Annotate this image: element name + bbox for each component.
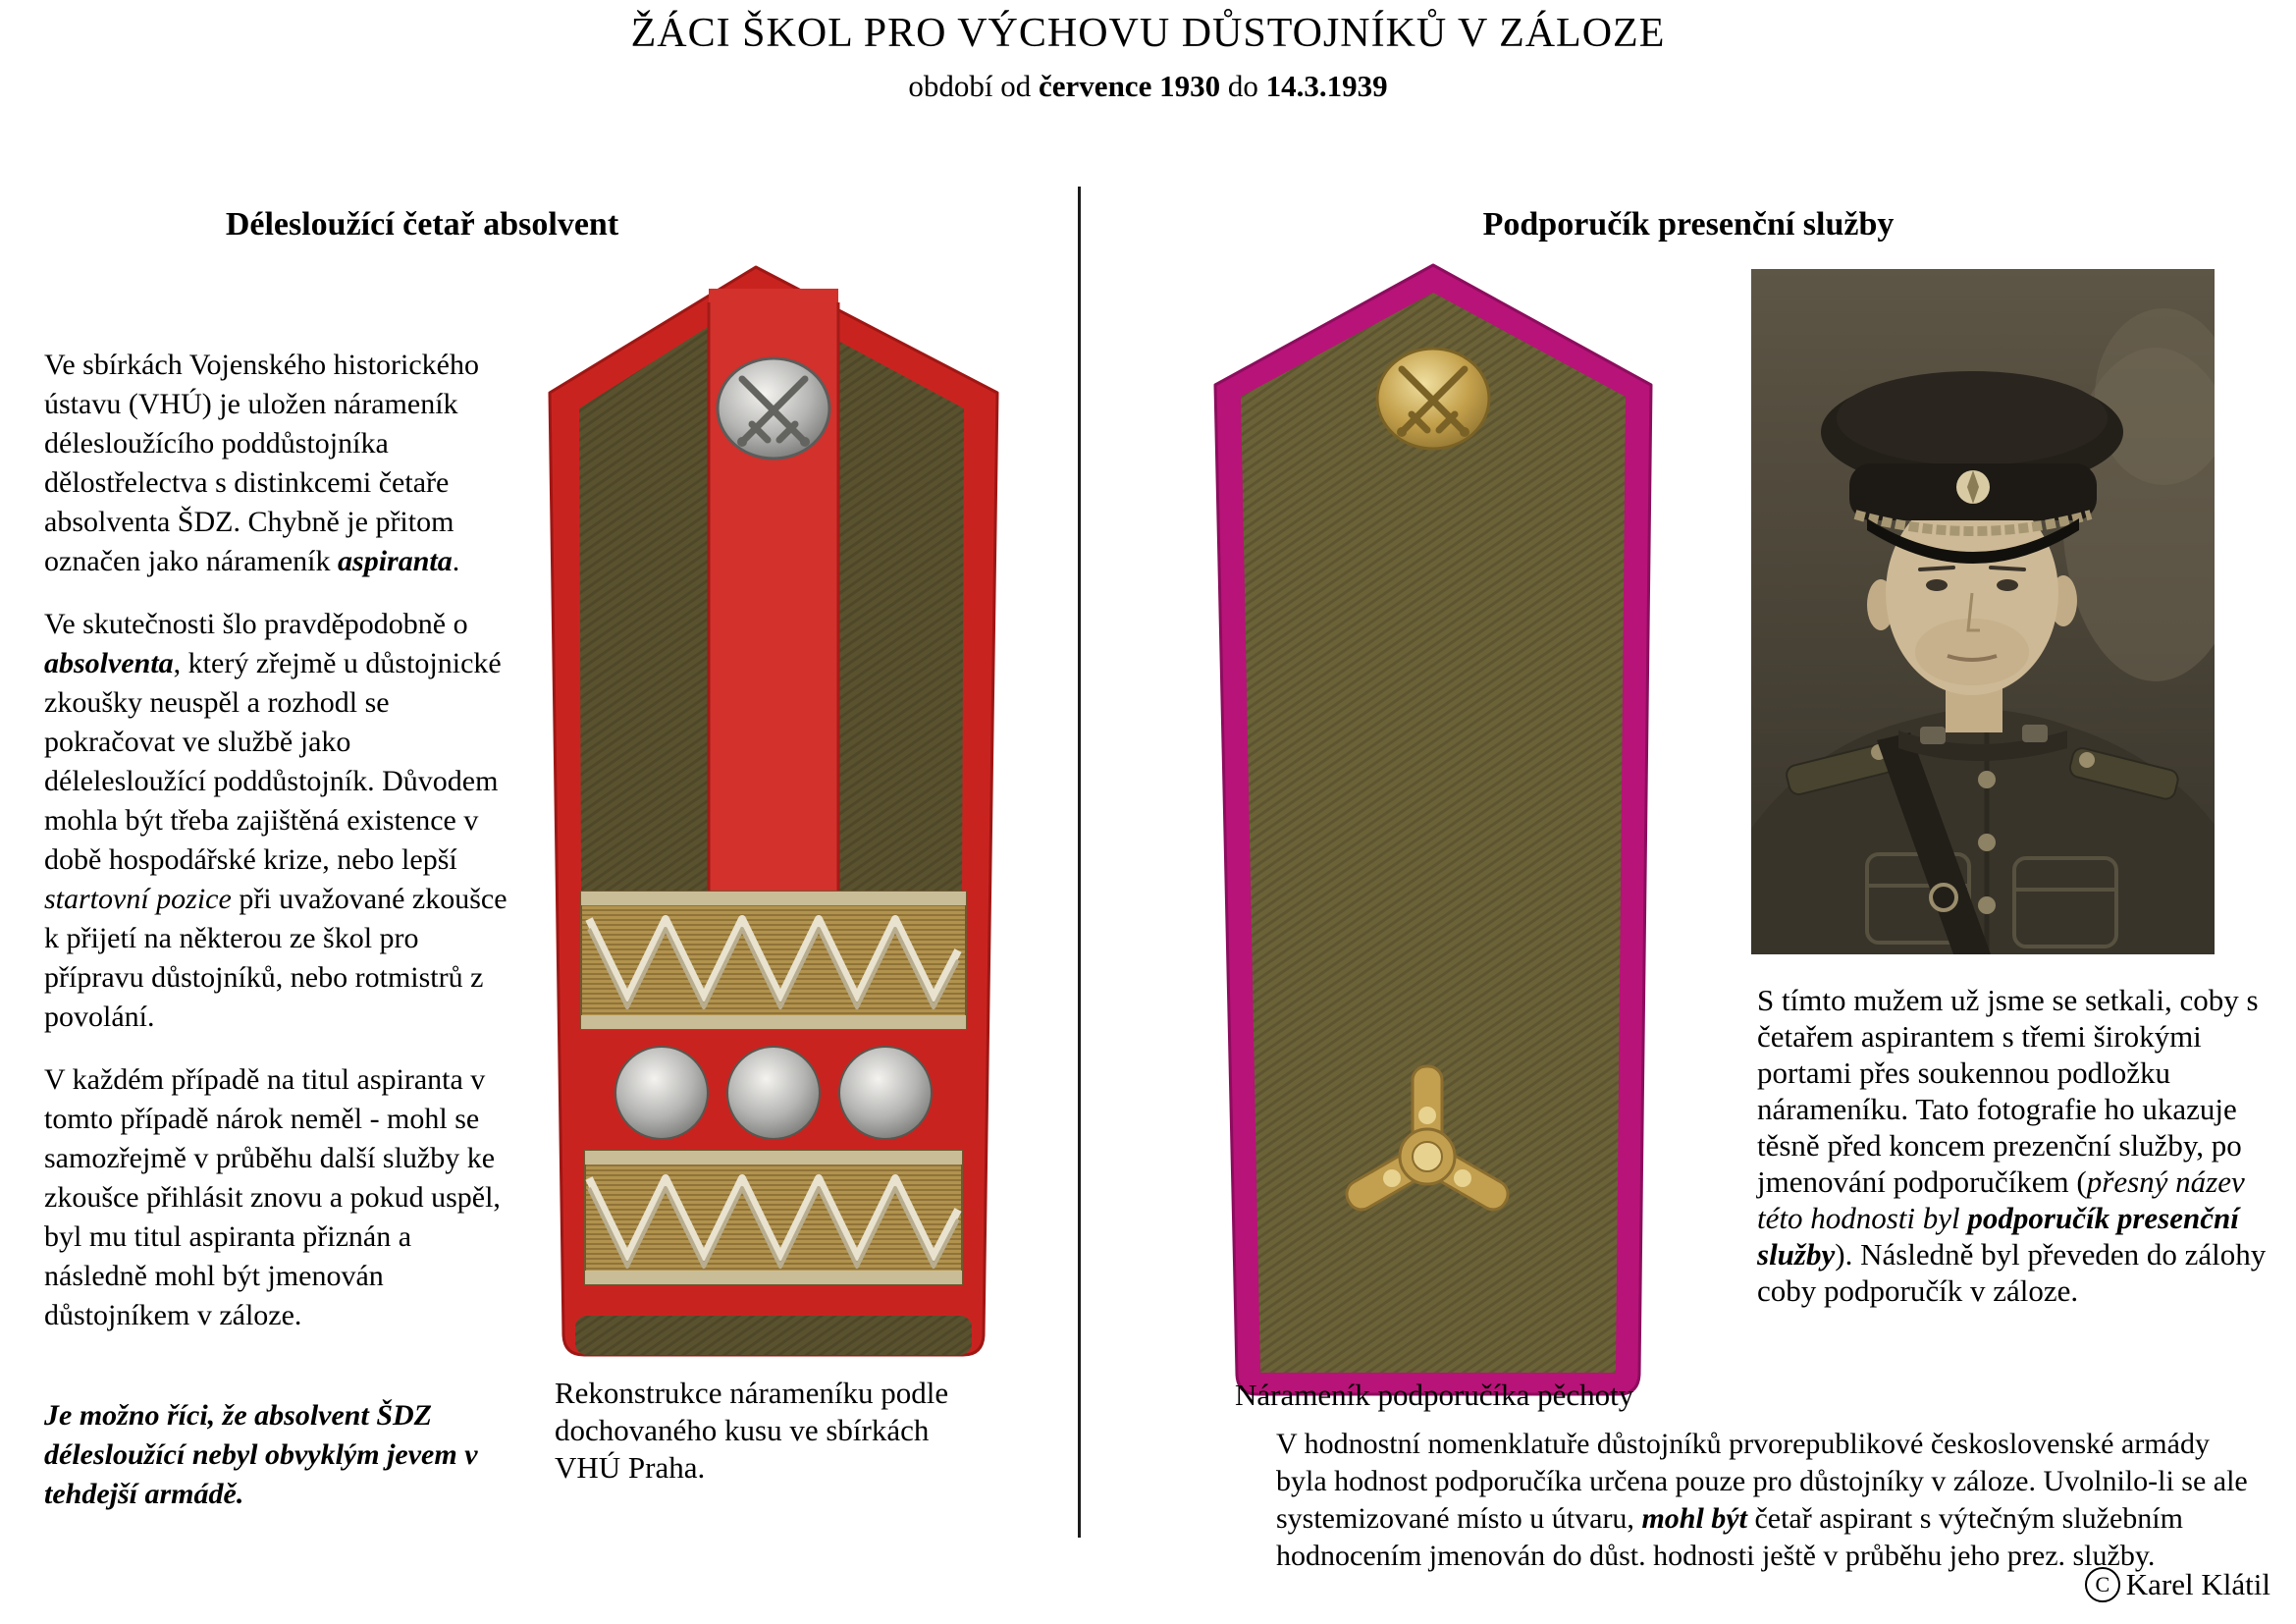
rank-buttons-row [615, 1047, 932, 1139]
right-board-caption: Nárameník podporučíka pěchoty [1235, 1378, 1634, 1412]
column-divider [1078, 187, 1081, 1538]
page-subtitle: období od července 1930 do 14.3.1939 [908, 69, 1388, 103]
left-board-caption: Rekonstrukce nárameníku podle dochovaného kusu ve sbírkách VHÚ Praha. [555, 1376, 949, 1485]
infantry-shoulder-board-icon [1213, 261, 1657, 1406]
soldier-portrait-icon [1751, 269, 2215, 954]
copyright [2085, 1567, 2270, 1602]
left-column-heading: Délesloužící četař absolvent [225, 206, 619, 243]
page-title: ŽÁCI ŠKOL PRO VÝCHOVU DŮSTOJNÍKŮ V ZÁLOZE [630, 11, 1666, 56]
copyright-symbol-icon: C [2085, 1567, 2120, 1602]
right-text-block [1757, 982, 2295, 1309]
left-text-block [44, 346, 519, 1359]
board-khaki-field [1241, 293, 1626, 1373]
left-note: Je možno říci, že absolvent ŠDZ délesloužící nebyl obvyklým jevem v tehdejší armádě. [44, 1399, 478, 1510]
braid-band-bottom [585, 1151, 962, 1284]
soldier-portrait-photo [1751, 269, 2215, 954]
right-paragraph-1: S tímto mužem už jsme se setkali, coby s četařem aspirantem s třemi širokými portami přes soukennou podložku nárameníku. Tato fotografie ho ukazuje těsně před koncem prezenční služby, po jmenování podporučíkem (přesný název této hodnosti byl podporučík presenční služby). Následně byl převeden do zálohy coby podporučík v záloze. [1757, 983, 2267, 1308]
left-paragraph-1: Ve sbírkách Vojenského historického ústavu (VHÚ) je uložen nárameník délesloužícího poddůstojníka dělostřelectva s distinkcemi četaře absolventa ŠDZ. Chybně je přitom označen jako nárameník aspiranta. [44, 349, 479, 577]
board-bottom-khaki-strip [575, 1316, 972, 1355]
right-column-heading: Podporučík presenční služby [1482, 206, 1895, 243]
left-shoulder-board-image [542, 263, 1005, 1379]
artillery-shoulder-board-icon [542, 263, 1005, 1379]
left-paragraph-2: Ve skutečnosti šlo pravděpodobně o absolventa, který zřejmě u důstojnické zkoušky neuspěl a rozhodl se pokračovat ve službě jako délelesloužící poddůstojník. Důvodem mohla být třeba zajištěná existence v době hospodářské krize, nebo lepší startovní pozice při uvažované zkoušce k přijetí na některou ze škol pro přípravu důstojníků, nebo rotmistrů z povolání. [44, 608, 507, 1033]
crossed-swords-button-gold [1377, 349, 1489, 449]
copyright-name: Karel Klátil [2125, 1567, 2270, 1601]
right-shoulder-board-image [1213, 261, 1657, 1406]
left-paragraph-3: V každém případě na titul aspiranta v tomto případě nárok neměl - mohl se samozřejmě v průběhu další služby ke zkoušce přihlásit znovu a pokud uspěl, byl mu titul aspiranta přiznán a následně mohl být jmenován důstojníkem v záloze. [44, 1063, 501, 1331]
braid-band-top [581, 892, 966, 1029]
bottom-right-paragraph: V hodnostní nomenklatuře důstojníků prvorepublikové československé armády byla hodnost podporučíka určena pouze pro důstojníky v záloze. Uvolnilo-li se ale systemizované místo u útvaru, mohl být četař aspirant s výtečným služebním hodnocením jmenován do důst. hodnosti ještě v průběhu jeho prez. služby. [1276, 1428, 2248, 1572]
crossed-swords-button-silver [718, 358, 829, 459]
